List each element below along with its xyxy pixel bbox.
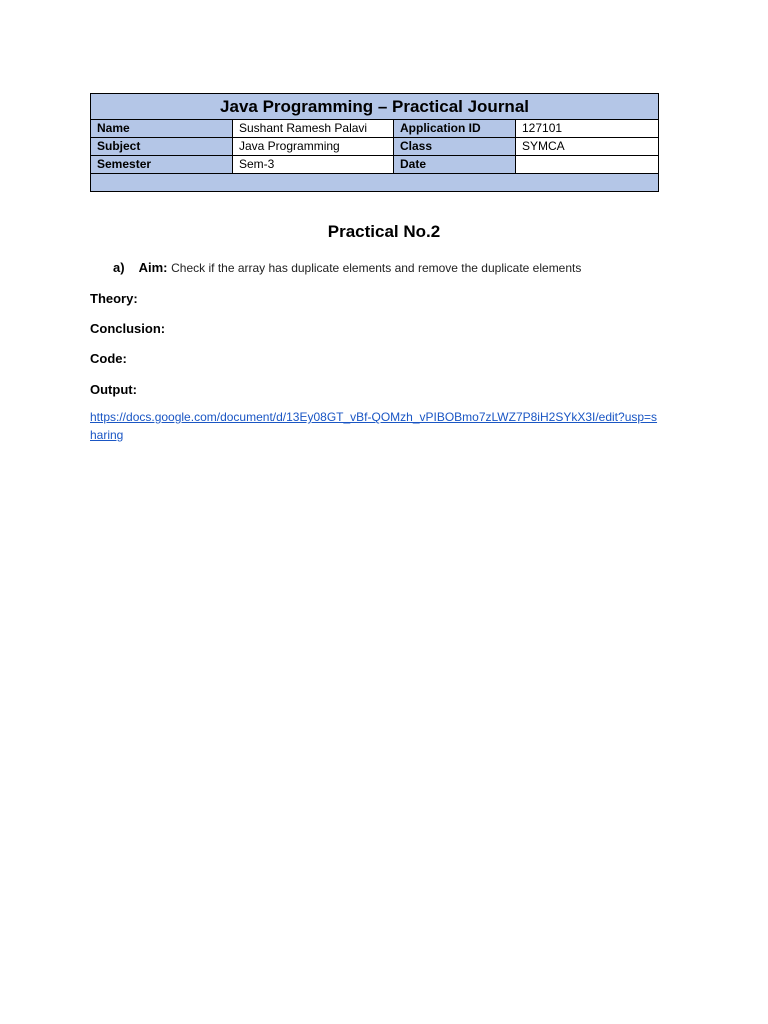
theory-heading: Theory: <box>90 291 138 306</box>
date-label: Date <box>394 156 516 174</box>
semester-label: Semester <box>91 156 233 174</box>
date-value <box>516 156 659 174</box>
application-id-label: Application ID <box>394 120 516 138</box>
practical-heading: Practical No.2 <box>327 222 441 241</box>
name-label: Name <box>91 120 233 138</box>
conclusion-heading: Conclusion: <box>90 321 166 336</box>
journal-title: Java Programming – Practical Journal <box>91 94 659 120</box>
subject-label: Subject <box>91 138 233 156</box>
output-link[interactable]: https://docs.google.com/document/d/13Ey08GT_vBf-QOMzh_vPIBOBmo7zLWZ7P8iH2SYkX3I/edit?usp=sharing <box>90 410 658 442</box>
application-id-value: 127101 <box>516 120 659 138</box>
semester-value: Sem-3 <box>233 156 394 174</box>
table-row <box>91 156 659 174</box>
code-heading: Code: <box>90 351 127 366</box>
aim-text: Check if the array has duplicate elements and remove the duplicate elements <box>171 261 582 275</box>
aim-label: Aim: <box>138 260 168 275</box>
list-marker: a) <box>113 260 125 275</box>
class-label: Class <box>394 138 516 156</box>
name-value: Sushant Ramesh Palavi <box>233 120 394 138</box>
output-heading: Output: <box>90 382 137 397</box>
table-row <box>91 138 659 156</box>
class-value: SYMCA <box>516 138 659 156</box>
table-row <box>91 120 659 138</box>
journal-header-table <box>90 93 659 192</box>
aim-line <box>113 260 581 275</box>
subject-value: Java Programming <box>233 138 394 156</box>
journal-footer-band <box>91 174 659 192</box>
